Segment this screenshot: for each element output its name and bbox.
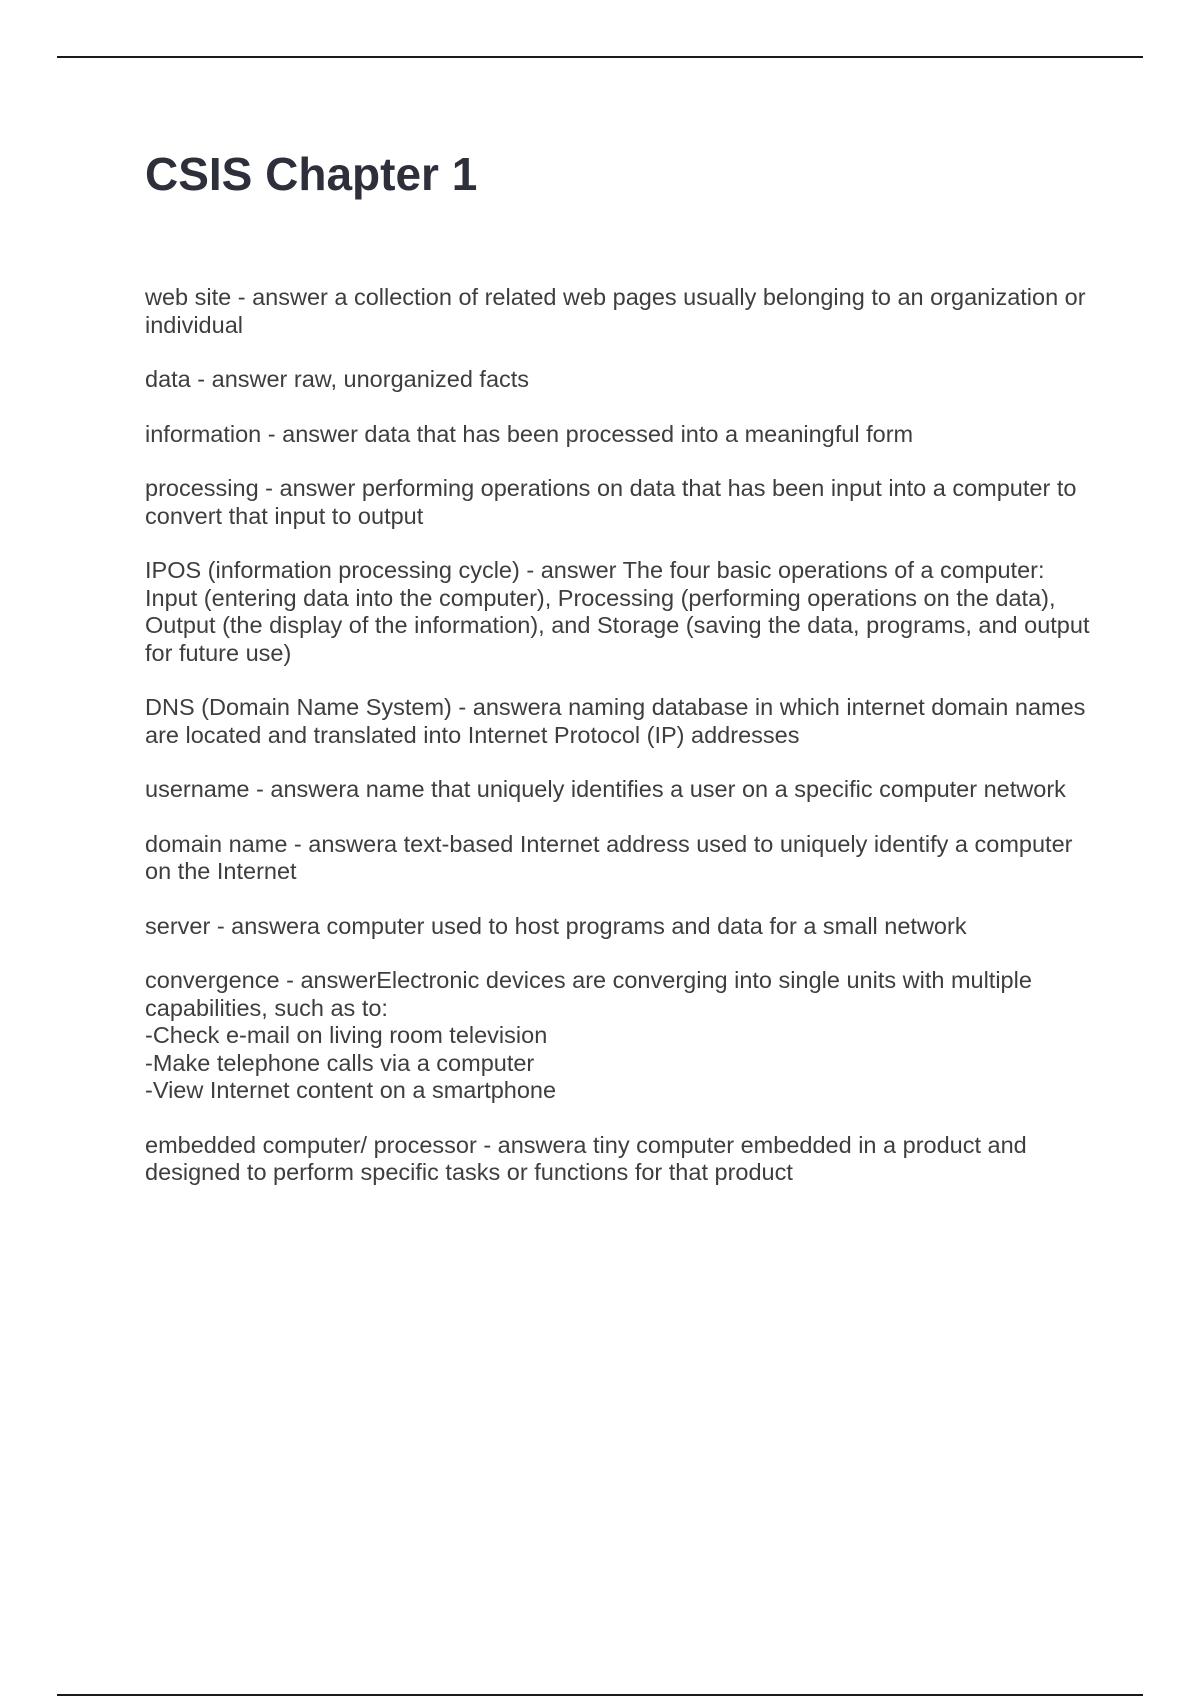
entry-web-site: web site - answer a collection of related web pages usually belonging to an organization or individual xyxy=(145,284,1086,338)
document-body xyxy=(145,140,1090,1214)
page-title: CSIS Chapter 1 xyxy=(145,148,478,200)
entry-embedded-computer: embedded computer/ processor - answera tiny computer embedded in a product and designed to perform specific tasks or functions for that product xyxy=(145,1131,1027,1185)
entry-list xyxy=(145,284,1090,1187)
entry-information: information - answer data that has been processed into a meaningful form xyxy=(145,420,914,447)
entry-convergence: convergence - answerElectronic devices are converging into single units with multiple capabilities, such as to: -Check e-mail on living room television -Make telephone calls via a computer -View Internet content on a smartphone xyxy=(145,967,1032,1103)
top-divider xyxy=(57,56,1143,58)
bottom-divider xyxy=(57,1694,1143,1696)
entry-domain-name: domain name - answera text-based Internet address used to uniquely identify a computer on the Internet xyxy=(145,830,1073,884)
entry-server: server - answera computer used to host programs and data for a small network xyxy=(145,912,967,939)
entry-dns: DNS (Domain Name System) - answera naming database in which internet domain names are located and translated into Internet Protocol (IP) addresses xyxy=(145,694,1086,748)
entry-username: username - answera name that uniquely identifies a user on a specific computer network xyxy=(145,776,1066,802)
entry-ipos: IPOS (information processing cycle) - answer The four basic operations of a computer: Input (entering data into the computer), Processing (performing operations on the data), Output (the display of the information), and Storage (saving the data, programs, and output for future use) xyxy=(145,557,1090,666)
entry-processing: processing - answer performing operations on data that has been input into a computer to convert that input to output xyxy=(145,475,1077,529)
entry-data: data - answer raw, unorganized facts xyxy=(145,366,530,392)
